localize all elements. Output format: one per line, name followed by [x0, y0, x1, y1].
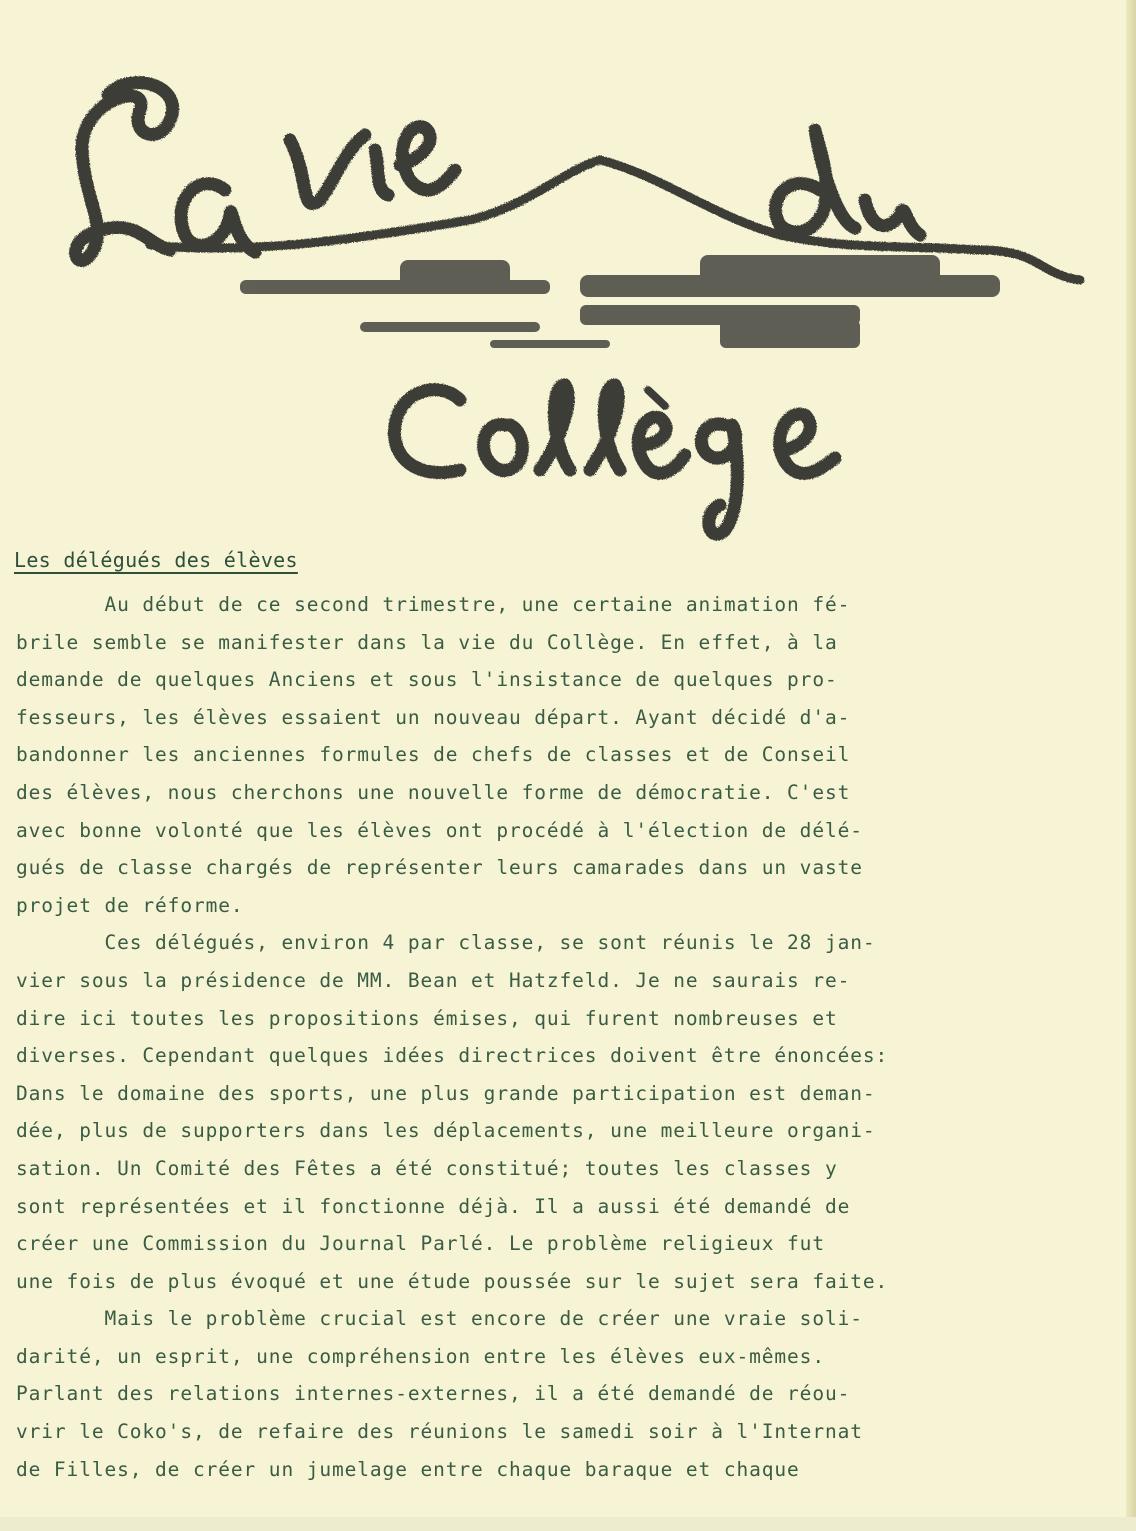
text-line: dire ici toutes les propositions émises, qui furent nombreuses et [16, 1006, 838, 1030]
text-line: créer une Commission du Journal Parlé. Le problème religieux fut [16, 1232, 825, 1256]
text-line: projet de réforme. [16, 893, 244, 917]
paper-bottom-edge [0, 1517, 1136, 1531]
text-line: darité, un esprit, une compréhension entre les élèves eux-mêmes. [16, 1344, 825, 1368]
text-line: diverses. Cependant quelques idées directrices doivent être énoncées: [16, 1044, 889, 1068]
text-line: bandonner les anciennes formules de chefs de classes et de Conseil [16, 743, 851, 767]
masthead-logo [20, 40, 1100, 580]
text-line: dée, plus de supporters dans les déplacements, une meilleure organi- [16, 1119, 876, 1143]
text-line: Dans le domaine des sports, une plus grande participation est deman- [16, 1081, 876, 1105]
text-line: gués de classe chargés de représenter leurs camarades dans un vaste [16, 856, 863, 880]
text-line: sation. Un Comité des Fêtes a été constitué; toutes les classes y [16, 1156, 838, 1180]
text-line: demande de quelques Anciens et sous l'insistance de quelques pro- [16, 668, 838, 692]
text-line: vrir le Coko's, de refaire des réunions le samedi soir à l'Internat [16, 1420, 863, 1444]
section-title: Les délégués des élèves [14, 548, 298, 572]
text-line: brile semble se manifester dans la vie du Collège. En effet, à la [16, 630, 838, 654]
text-line: Parlant des relations internes-externes, il a été demandé de réou- [16, 1382, 851, 1406]
text-line: Ces délégués, environ 4 par classe, se sont réunis le 28 jan- [16, 931, 876, 955]
text-line: avec bonne volonté que les élèves ont procédé à l'élection de délé- [16, 818, 863, 842]
paper-edge [1126, 0, 1136, 1531]
text-line: Mais le problème crucial est encore de créer une vraie soli- [16, 1307, 863, 1331]
text-line: des élèves, nous cherchons une nouvelle forme de démocratie. C'est [16, 780, 851, 804]
article-body [16, 586, 1026, 1488]
text-line: de Filles, de créer un jumelage entre chaque baraque et chaque [16, 1457, 800, 1481]
text-line: vier sous la présidence de MM. Bean et Hatzfeld. Je ne saurais re- [16, 968, 851, 992]
text-line: une fois de plus évoqué et une étude poussée sur le sujet sera faite. [16, 1269, 889, 1293]
text-line: Au début de ce second trimestre, une certaine animation fé- [16, 593, 851, 616]
text-line: fesseurs, les élèves essaient un nouveau départ. Ayant décidé d'a- [16, 705, 851, 729]
text-line: sont représentées et il fonctionne déjà. Il a aussi été demandé de [16, 1194, 851, 1218]
